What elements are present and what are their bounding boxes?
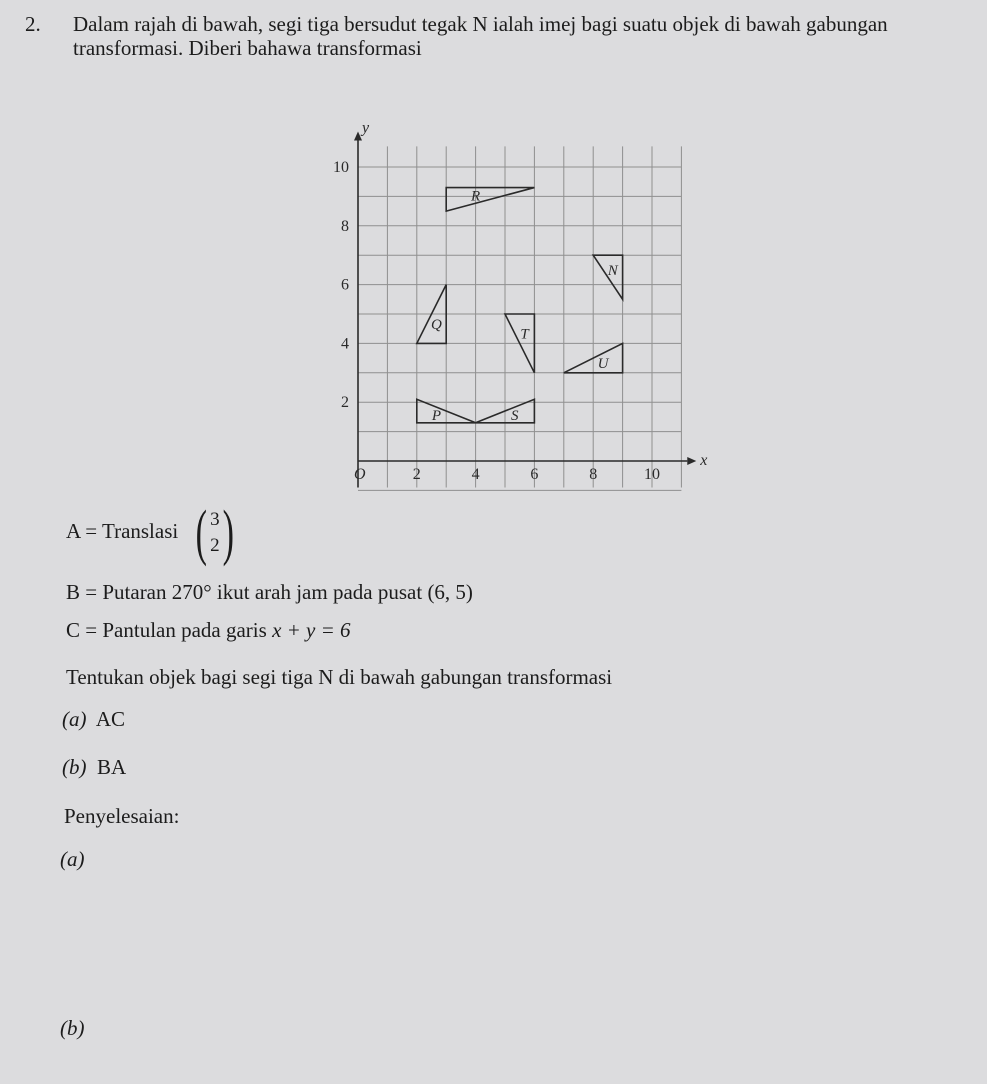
transformation-c-line: x + y = 6 <box>272 618 351 642</box>
transformation-b-equals: = <box>85 580 98 604</box>
x-tick-label: 6 <box>530 466 539 483</box>
translation-vector <box>191 499 238 567</box>
vector-left-paren: ( <box>196 499 208 567</box>
part-b-text: BA <box>97 755 127 779</box>
triangle-r <box>446 188 534 212</box>
y-tick-label: 10 <box>333 159 349 176</box>
triangle-label-r: R <box>471 188 481 205</box>
y-axis-label: y <box>362 119 370 137</box>
x-tick-label: 2 <box>412 466 421 483</box>
transformation-a <box>66 499 238 567</box>
triangle-label-q: Q <box>430 316 442 333</box>
transformation-a-type: Translasi <box>101 518 179 543</box>
question-number: 2. <box>25 12 41 36</box>
question-text-line-1: Dalam rajah di bawah, segi tiga bersudut tegak N ialah imej bagi suatu objek di bawah gabungan <box>73 12 888 36</box>
question-text <box>73 12 968 60</box>
transformation-a-equals: = <box>85 518 98 543</box>
transformation-b-type: Putaran <box>102 580 167 604</box>
solution-part-b-label: (b) <box>60 1016 85 1040</box>
triangle-label-p: P <box>431 407 441 424</box>
part-b-label: (b) <box>62 755 87 779</box>
origin-label: O <box>354 466 366 483</box>
vector-bottom-value: 2 <box>210 535 220 556</box>
y-tick-label: 4 <box>341 335 349 353</box>
transformation-c <box>66 618 351 643</box>
transformation-c-type: Pantulan pada garis <box>102 618 267 642</box>
triangle-label-t: T <box>520 326 529 343</box>
x-tick-label: 4 <box>471 466 480 483</box>
part-a-text: AC <box>95 707 126 731</box>
transformation-b-direction: ikut arah jam pada pusat <box>216 580 423 604</box>
x-axis-arrow <box>687 457 696 465</box>
transformation-c-equals: = <box>85 618 98 642</box>
transformation-b-center: (6, 5) <box>427 580 473 604</box>
triangle-label-s: S <box>511 407 519 424</box>
y-tick-label: 2 <box>341 394 349 412</box>
transformation-b-name: B <box>66 580 81 604</box>
solution-part-a-label: (a) <box>60 847 85 871</box>
x-tick-label: 8 <box>589 466 598 483</box>
vector-top-value: 3 <box>210 509 220 531</box>
part-b <box>62 755 126 780</box>
transformation-b-angle: 270° <box>171 580 212 604</box>
vector-right-paren: ) <box>222 499 234 567</box>
triangle-label-n: N <box>607 262 618 279</box>
y-tick-label: 8 <box>341 217 349 235</box>
part-a <box>62 707 125 732</box>
question-text-line-2: transformasi. Diberi bahawa transformasi <box>73 36 422 61</box>
transformation-c-name: C <box>66 618 81 642</box>
part-a-label: (a) <box>62 707 87 731</box>
transformation-b <box>66 580 473 605</box>
y-tick-label: 6 <box>341 276 349 294</box>
transformation-a-name: A <box>66 518 81 543</box>
x-tick-label: 10 <box>644 466 660 483</box>
cartesian-diagram <box>333 108 720 493</box>
instruction: Tentukan objek bagi segi tiga N di bawah gabungan transformasi <box>66 665 613 689</box>
y-axis-arrow <box>354 132 362 141</box>
solution-heading: Penyelesaian: <box>64 804 180 828</box>
triangle-label-u: U <box>597 356 609 372</box>
x-axis-label: x <box>700 452 708 469</box>
